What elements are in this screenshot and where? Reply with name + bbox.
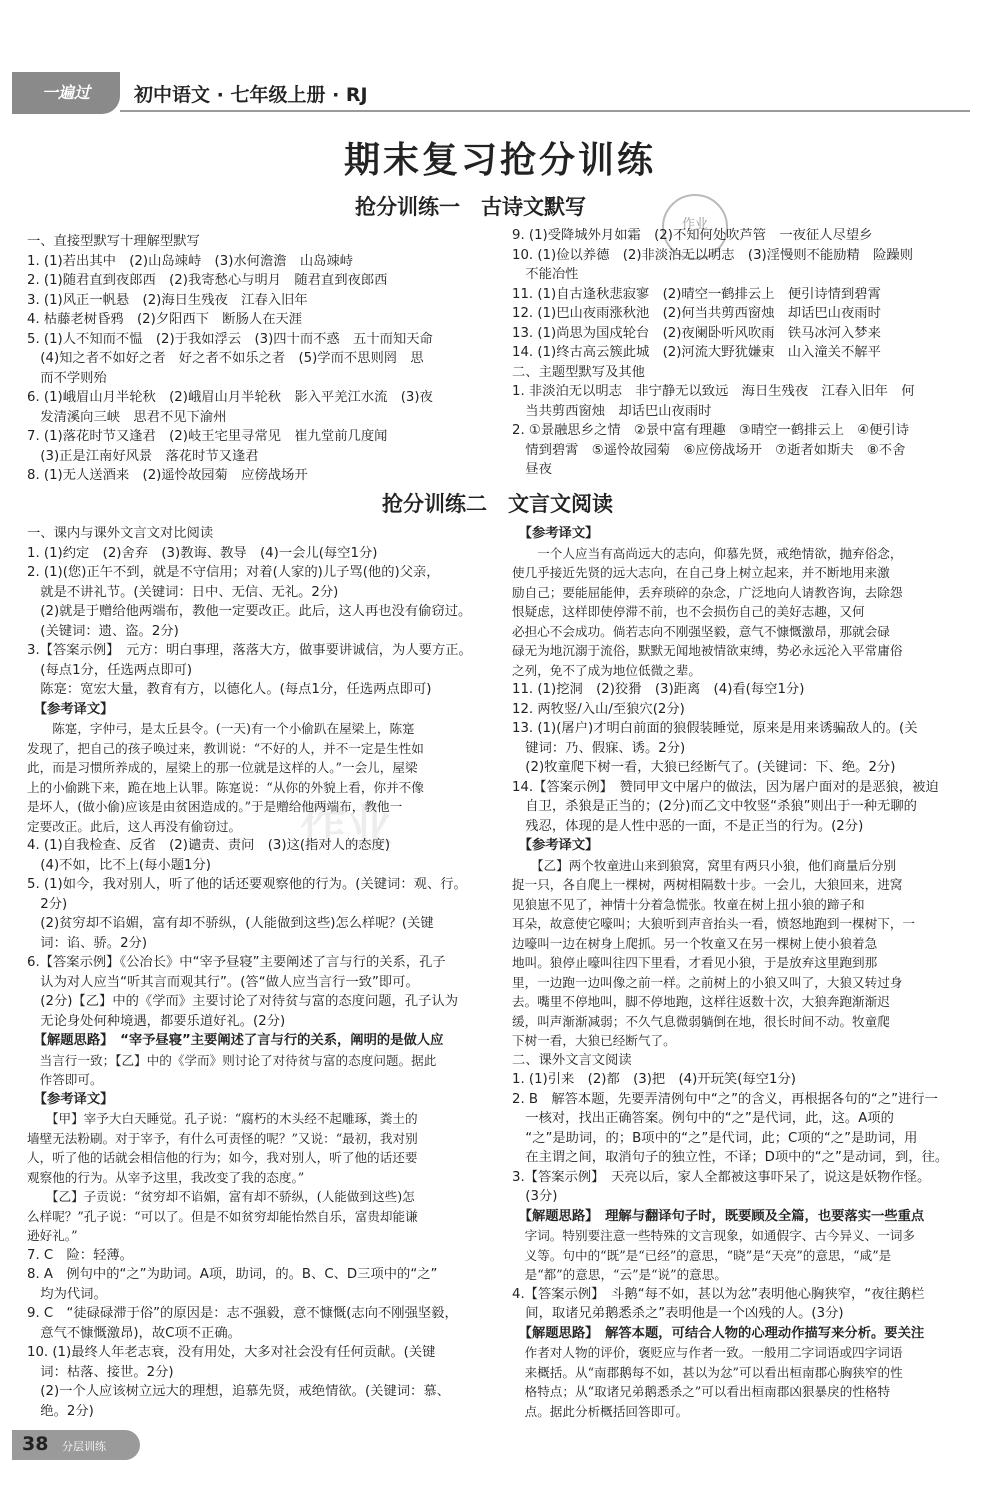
answer-line: 1. (1)引来 (2)都 (3)把 (4)开玩笑(每空1分): [512, 1072, 796, 1087]
note-label: 【解题思路】 “宰予昼寝”主要阐述了言与行的关系，阐明的是做人应: [27, 1033, 444, 1048]
answer-line: 6.【答案示例】《公冶长》中“宰予昼寝”主要阐述了言与行的关系，孔子: [27, 955, 446, 970]
answer-line: (4)不如，比不上(每小题1分): [27, 857, 211, 873]
reference-translation-line: 必担心不会成功。倘若志向不刚强坚毅，意气不慷慨激昂，那就会碌: [512, 623, 890, 639]
reference-translation-line: 当言行一致；【乙】中的《学而》则讨论了对待贫与富的态度问题。据此: [27, 1052, 437, 1068]
answer-line: 12. (1)巴山夜雨涨秋池 (2)何当共剪西窗烛 却话巴山夜雨时: [512, 306, 881, 321]
answer-line: (2分)【乙】中的《学而》主要讨论了对待贫与富的态度问题，孔子认为: [27, 994, 459, 1009]
answer-line: 1. (1)约定 (2)舍弃 (3)教诲、教导 (4)一会儿(每空1分): [27, 545, 378, 561]
answer-line: 2分): [27, 896, 68, 912]
page-title: 期末复习抢分训练: [343, 140, 656, 181]
section-1-right-column: [512, 226, 972, 480]
answer-line: (4)知之者不如好之者 好之者不如乐之者 (5)学而不思则罔 思: [27, 351, 424, 366]
reference-translation-line: 作者对人物的评价，褒贬应与作者一致。一般用二字词语或四字词语: [512, 1345, 903, 1360]
answer-line: 5. (1)如今，我对别人，听了他的话还要观察他的行为。(关键词：观、行。: [27, 877, 467, 892]
answer-line: 一、直接型默写十理解型默写: [27, 234, 200, 249]
answer-line: 昼夜: [512, 462, 552, 477]
reference-translation-line: 上的小偷跳下来，跪在地上认罪。陈寔说：“从你的外貌上看，你并不像: [27, 779, 424, 795]
reference-translation-line: 捉一只，各自爬上一棵树，两树相隔数十步。一会儿，大狼回来，进窝: [512, 877, 903, 892]
reference-translation-line: 碌无为地沉溺于流俗，默默无闻地被情欲束缚，势必永远沦入平常庸俗: [512, 643, 903, 658]
answer-line: 意气不慷慨激昂)，故C项不正确。: [27, 1325, 241, 1341]
answer-line: 1. (1)若出其中 (2)山岛竦峙 (3)水何澹澹 山岛竦峙: [27, 253, 354, 269]
reference-translation-line: 来概括。从“南郡鹅每不如，甚以为忿”可以看出桓南郡心胸狭窄的性: [512, 1364, 903, 1380]
answer-line: (2)牧童爬下树一看，大狼已经断气了。(关键词：下、绝。2分): [512, 760, 896, 775]
answer-line: (3分): [512, 1189, 558, 1204]
answer-line: (2)一个人应该树立远大的理想，追慕先贤，戒绝情欲。(关键词：慕、: [27, 1384, 450, 1399]
answer-line: 一核对，找出正确答案。例句中的“之”是代词，此，这。A项的: [512, 1111, 894, 1126]
reference-translation-line: 点。据此分析概括回答即可。: [512, 1403, 689, 1419]
reference-translation-line: 格特点；从“取诸兄弟鹅悉杀之”可以看出桓南郡凶狠暴戾的性格特: [512, 1384, 891, 1399]
reference-translation-line: 字词。特别要注意一些特殊的文言现象，如通假字、古今异义、一词多: [512, 1228, 915, 1243]
reference-translation-line: 之列，免不了成为地位低微之辈。: [512, 662, 701, 678]
reference-translation-line: 逊好礼。”: [27, 1228, 78, 1243]
page-number: 38: [22, 1433, 49, 1455]
answer-line: 二、主题型默写及其他: [512, 364, 645, 380]
reference-translation-line: 耳朵，故意使它嚎叫；大狼听到声音抬头一看，愤怒地跑到一棵树下，一: [512, 916, 915, 931]
answer-line: 4. (1)自我检查、反省 (2)谴责、责问 (3)这(指对人的态度): [27, 838, 391, 853]
reference-translation-line: 励自己；要能屈能伸，丢弃琐碎的杂念，广泛地向人请教咨询，去除怨: [512, 584, 903, 600]
reference-translation-line: 缓，叫声渐渐减弱；不久气息微弱躺倒在地，很长时间不动。牧童爬: [512, 1013, 890, 1029]
answer-line: 13. (1)(屠户)才明白前面的狼假装睡觉，原来是用来诱骗敌人的。(关: [512, 721, 918, 736]
answer-line: 6. (1)峨眉山月半轮秋 (2)峨眉山月半轮秋 影入平羌江水流 (3)夜: [27, 390, 433, 405]
answer-line: 8. A 例句中的“之”为助词。A项，助词，的。B、C、D三项中的“之”: [27, 1267, 438, 1282]
answer-line: 发清溪向三峡 思君不见下渝州: [27, 409, 227, 425]
answer-line: 认为对人应当“听其言而观其行”。(答“做人应当言行一致”即可。: [27, 974, 419, 990]
answer-line: 不能冶性: [512, 267, 579, 282]
answer-line: 自卫，杀狼是正当的；(2分)而乙文中牧竖“杀狼”则出于一种无聊的: [512, 799, 917, 814]
answer-line: 10. (1)俭以养德 (2)非淡泊无以明志 (3)淫慢则不能励精 险躁则: [512, 247, 914, 263]
answer-line: “之”是助词，的；B项中的“之”是代词，此；C项的“之”是助词，用: [512, 1130, 918, 1146]
reference-translation-line: 里，一边跑一边叫像之前一样。之前树上的小狼又叫了，大狼又转过身: [512, 974, 903, 990]
reference-translation-line: 观察他的行为。从宰予这里，我改变了我的态度。”: [27, 1169, 305, 1185]
reference-translation-line: 陈寔，字仲弓，是太丘县令。(一天)有一个小偷趴在屋梁上，陈寔: [27, 721, 415, 736]
answer-line: 词：谄、骄。2分): [27, 935, 148, 951]
homework-stamp: 作业: [662, 194, 728, 260]
answer-line: 键词：乃、假寐、诱。2分): [512, 740, 686, 756]
reference-translation-line: 发现了，把自己的孩子唤过来，教训说：“不好的人，并不一定是生性如: [27, 740, 424, 756]
reference-translation-line: 墙壁无法粉刷。对于宰予，有什么可责怪的呢？”又说：“最初，我对别: [27, 1130, 418, 1146]
answer-line: 2. (1)随君直到夜郎西 (2)我寄愁心与明月 随君直到夜郎西: [27, 273, 388, 288]
answer-line: 绝。2分): [27, 1403, 94, 1419]
section-2-right-column: [512, 524, 972, 1421]
answer-line: 均为代词。: [27, 1286, 107, 1302]
subsection-heading: 二、课外文言文阅读: [512, 1052, 632, 1068]
note-label: 【解题思路】 解答本题，可结合人物的心理动作描写来分析。要关注: [512, 1325, 925, 1341]
reference-translation-line: 作答即可。: [27, 1072, 103, 1087]
answer-line: 在主谓之间，取消句子的独立性，不译；D项中的“之”是动词，到，往。: [512, 1150, 949, 1165]
page-header: [12, 72, 972, 114]
answer-line: 3. (1)风正一帆悬 (2)海日生残夜 江春入旧年: [27, 292, 308, 308]
answer-line: 1. 非淡泊无以明志 非宁静无以致远 海日生残夜 江春入旧年 何: [512, 384, 915, 399]
answer-line: 14.【答案示例】 赞同甲文中屠户的做法，因为屠户面对的是恶狼，被迫: [512, 779, 939, 795]
reference-translation-line: 去。嘴里不停地叫，脚不停地跑，这样往返数十次，大狼奔跑渐渐迟: [512, 994, 890, 1009]
answer-line: 残忍，体现的是人性中恶的一面，不是正当的行为。(2分): [512, 818, 864, 834]
subject-label: 初中语文 · 七年级上册 · RJ: [134, 84, 368, 106]
reference-translation-line: 是“都”的意思，“云”是“说”的意思。: [512, 1267, 727, 1282]
answer-line: 3.【答案示例】 天亮以后，家人全都被这事吓呆了，说这是妖物作怪。: [512, 1169, 931, 1185]
answer-line: 11. (1)自古逢秋悲寂寥 (2)晴空一鹤排云上 便引诗情到碧霄: [512, 286, 881, 302]
section-2-left-column: [27, 524, 507, 1421]
reference-translation-line: 使几乎接近先贤的远大志向，在自己身上树立起来，并不断地用来激: [512, 565, 890, 580]
answer-line: 无论身处何种境遇，都要乐道好礼。(2分): [27, 1013, 286, 1029]
answer-line: 间，取诸兄弟鹅悉杀之”表明他是一个凶残的人。(3分): [512, 1306, 844, 1321]
note-label: 【参考译文】: [512, 526, 599, 541]
series-logo: 一遍过: [42, 83, 91, 102]
answer-line: (关键词：遗、盗。2分): [27, 623, 179, 639]
note-label: 【参考译文】: [27, 1091, 114, 1107]
answer-line: 2. B 解答本题，先要弄清例句中“之”的含义，再根据各句的“之”进行一: [512, 1091, 938, 1107]
answer-line: 3.【答案示例】 元方：明白事理，落落大方，做事要讲诚信，为人要方正。: [27, 643, 472, 658]
answer-line: 陈寔：宽宏大量，教育有方，以德化人。(每点1分，任选两点即可): [27, 682, 432, 697]
reference-translation-line: 【甲】宰予大白天睡觉。孔子说：“腐朽的木头经不起雕琢，粪土的: [27, 1111, 418, 1126]
reference-translation-line: 义等。句中的“既”是“已经”的意思，“晓”是“天亮”的意思，“咸”是: [512, 1247, 892, 1263]
section-1-title: 抢分训练一 古诗文默写: [355, 195, 586, 219]
answer-line: 4. 枯藤老树昏鸦 (2)夕阳西下 断肠人在天涯: [27, 312, 303, 327]
note-label: 【解题思路】 理解与翻译句子时，既要顾及全篇，也要落实一些重点: [512, 1208, 925, 1224]
reference-translation-line: 么样呢？”孔子说：“可以了。但是不如贫穷却能怡然自乐，富贵却能谦: [27, 1208, 418, 1224]
reference-translation-line: 边嚎叫一边在树身上爬抓。另一个牧童又在另一棵树上使小狼着急: [512, 935, 878, 951]
reference-translation-line: 此，而是习惯所养成的，屋梁上的那一位就是这样的人。”一会儿，屋梁: [27, 760, 418, 775]
answer-line: (2)贫穷却不谄媚，富有却不骄纵，(人能做到这些)怎么样呢？(关键: [27, 916, 434, 931]
reference-translation-line: 定要改正。此后，这人再没有偷窃过。: [27, 818, 242, 834]
answer-line: 12. 两牧竖/入山/至狼穴(2分): [512, 701, 685, 717]
answer-line: 词：枯落、接世。2分): [27, 1364, 174, 1380]
answer-line: 就是不讲礼节。(关键词：日中、无信、无礼。2分): [27, 584, 339, 600]
answer-line: 情到碧霄 ⑤遥怜故园菊 ⑥应傍战场开 ⑦逝者如斯夫 ⑧不舍: [512, 442, 906, 458]
answer-line: 而不学则殆: [27, 370, 107, 386]
answer-line: 11. (1)挖洞 (2)狡猾 (3)距离 (4)看(每空1分): [512, 682, 805, 697]
subsection-heading: 一、课内与课外文言文对比阅读: [27, 526, 214, 541]
answer-line: 9. (1)受降城外月如霜 (2)不知何处吹芦管 一夜征人尽望乡: [512, 228, 873, 243]
answer-line: (2)就是于赠给他两端布，教他一定要改正。此后，这人再也没有偷窃过。: [27, 604, 472, 619]
header-rule: [120, 110, 970, 112]
answer-line: 9. C “徒碌碌滞于俗”的原因是：志不强毅，意不慷慨(志向不刚强坚毅，: [27, 1306, 458, 1321]
footer-label: 分层训练: [62, 1440, 106, 1453]
answer-line: 10. (1)最终人年老志衰，没有用处，大多对社会没有任何贡献。(关键: [27, 1345, 436, 1360]
answer-line: 7. C 险：轻薄。: [27, 1247, 133, 1263]
answer-line: 8. (1)无人送酒来 (2)遥怜故园菊 应傍战场开: [27, 468, 308, 483]
reference-translation-line: 下树一看，大狼已经断气了。: [512, 1033, 676, 1048]
answer-line: 7. (1)落花时节又逢君 (2)岐王宅里寻常见 崔九堂前几度闻: [27, 429, 388, 444]
answer-line: 14. (1)终古高云簇此城 (2)河流大野犹嫌束 山入潼关不解平: [512, 345, 881, 360]
answer-line: 当共剪西窗烛 却话巴山夜雨时: [512, 403, 712, 419]
answer-line: 13. (1)尚思为国戍轮台 (2)夜阑卧听风吹雨 铁马冰河入梦来: [512, 325, 881, 341]
answer-line: 4.【答案示例】 斗鹅“每不如，甚以为忿”表明他心胸狭窄，“夜往鹅栏: [512, 1286, 925, 1302]
reference-translation-line: 一个人应当有高尚远大的志向，仰慕先贤，戒绝情欲，抛弃俗念，: [512, 545, 903, 561]
section-2-title: 抢分训练二 文言文阅读: [382, 492, 613, 516]
reference-translation-line: 【乙】子贡说：“贫穷却不谄媚，富有却不骄纵，(人能做到这些)怎: [27, 1189, 415, 1204]
reference-translation-line: 恨疑虑，这样即使停滞不前，也不会损伤自己的美好志趣，又何: [512, 604, 865, 619]
watermark: 作业: [300, 799, 392, 853]
reference-translation-line: 见狼崽不见了，神情十分着急慌张。牧童在树上扭小狼的蹄子和: [512, 896, 865, 912]
answer-line: 2. ①景融思乡之情 ②景中富有理趣 ③晴空一鹤排云上 ④便引诗: [512, 423, 910, 438]
section-1-left-column: [27, 232, 507, 486]
reference-translation-line: 是坏人，(做小偷)应该是由贫困造成的。”于是赠给他两端布，教他一: [27, 799, 403, 814]
answer-line: 2. (1)(您)正午不到，就是不守信用；对着(人家的)儿子骂(他的)父亲，: [27, 565, 440, 580]
note-label: 【参考译文】: [27, 701, 114, 717]
reference-translation-line: 人，听了他的话就会相信他的行为；如今，我对别人，听了他的话还要: [27, 1150, 418, 1165]
note-label: 【参考译文】: [512, 838, 599, 853]
reference-translation-line: 地叫。狼停止嚎叫往四下里看，才看见小狼，于是放弃这里跑到那: [512, 955, 878, 970]
reference-translation-line: 【乙】两个牧童进山来到狼窝，窝里有两只小狼，他们商量后分别: [512, 857, 897, 873]
answer-line: (3)正是江南好风景 落花时节又逢君: [27, 448, 259, 464]
answer-line: 5. (1)人不知而不愠 (2)于我如浮云 (3)四十而不惑 五十而知天命: [27, 331, 433, 347]
answer-line: (每点1分，任选两点即可): [27, 662, 193, 678]
